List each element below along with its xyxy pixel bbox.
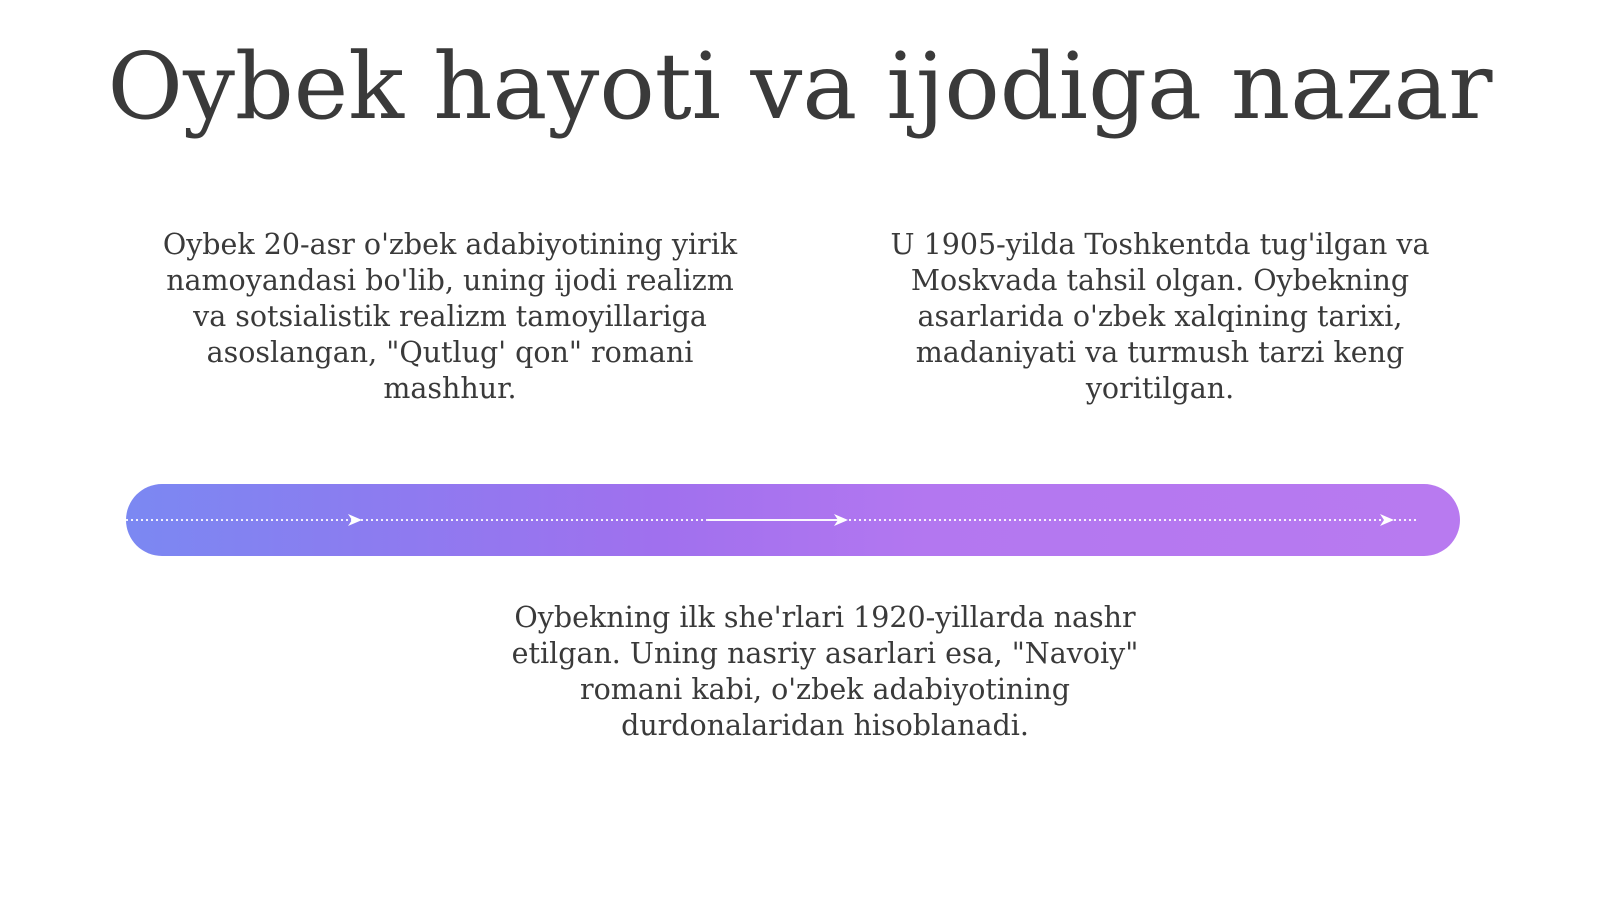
arrow-right-icon — [1380, 514, 1394, 526]
timeline-graphic — [126, 484, 1460, 556]
paragraph-bottom: Oybekning ilk she'rlari 1920-yillarda nashr etilgan. Uning nasriy asarlari esa, "Navoiy" romani kabi, o'zbek adabiyotining durdonalaridan hisoblanadi. — [511, 601, 1139, 742]
timeline-bar — [126, 484, 1460, 556]
page-title: Oybek hayoti va ijodiga nazar — [107, 33, 1493, 140]
paragraph-right: U 1905-yilda Toshkentda tug'ilgan va Moskvada tahsil olgan. Oybekning asarlarida o'zbek xalqining tarixi, madaniyati va turmush tarzi keng yoritilgan. — [890, 228, 1430, 405]
paragraph-left: Oybek 20-asr o'zbek adabiyotining yirik namoyandasi bo'lib, uning ijodi realizm va sotsialistik realizm tamoyillariga asoslangan, "Qutlug' qon" romani mashhur. — [162, 228, 738, 405]
arrow-right-icon — [348, 514, 362, 526]
